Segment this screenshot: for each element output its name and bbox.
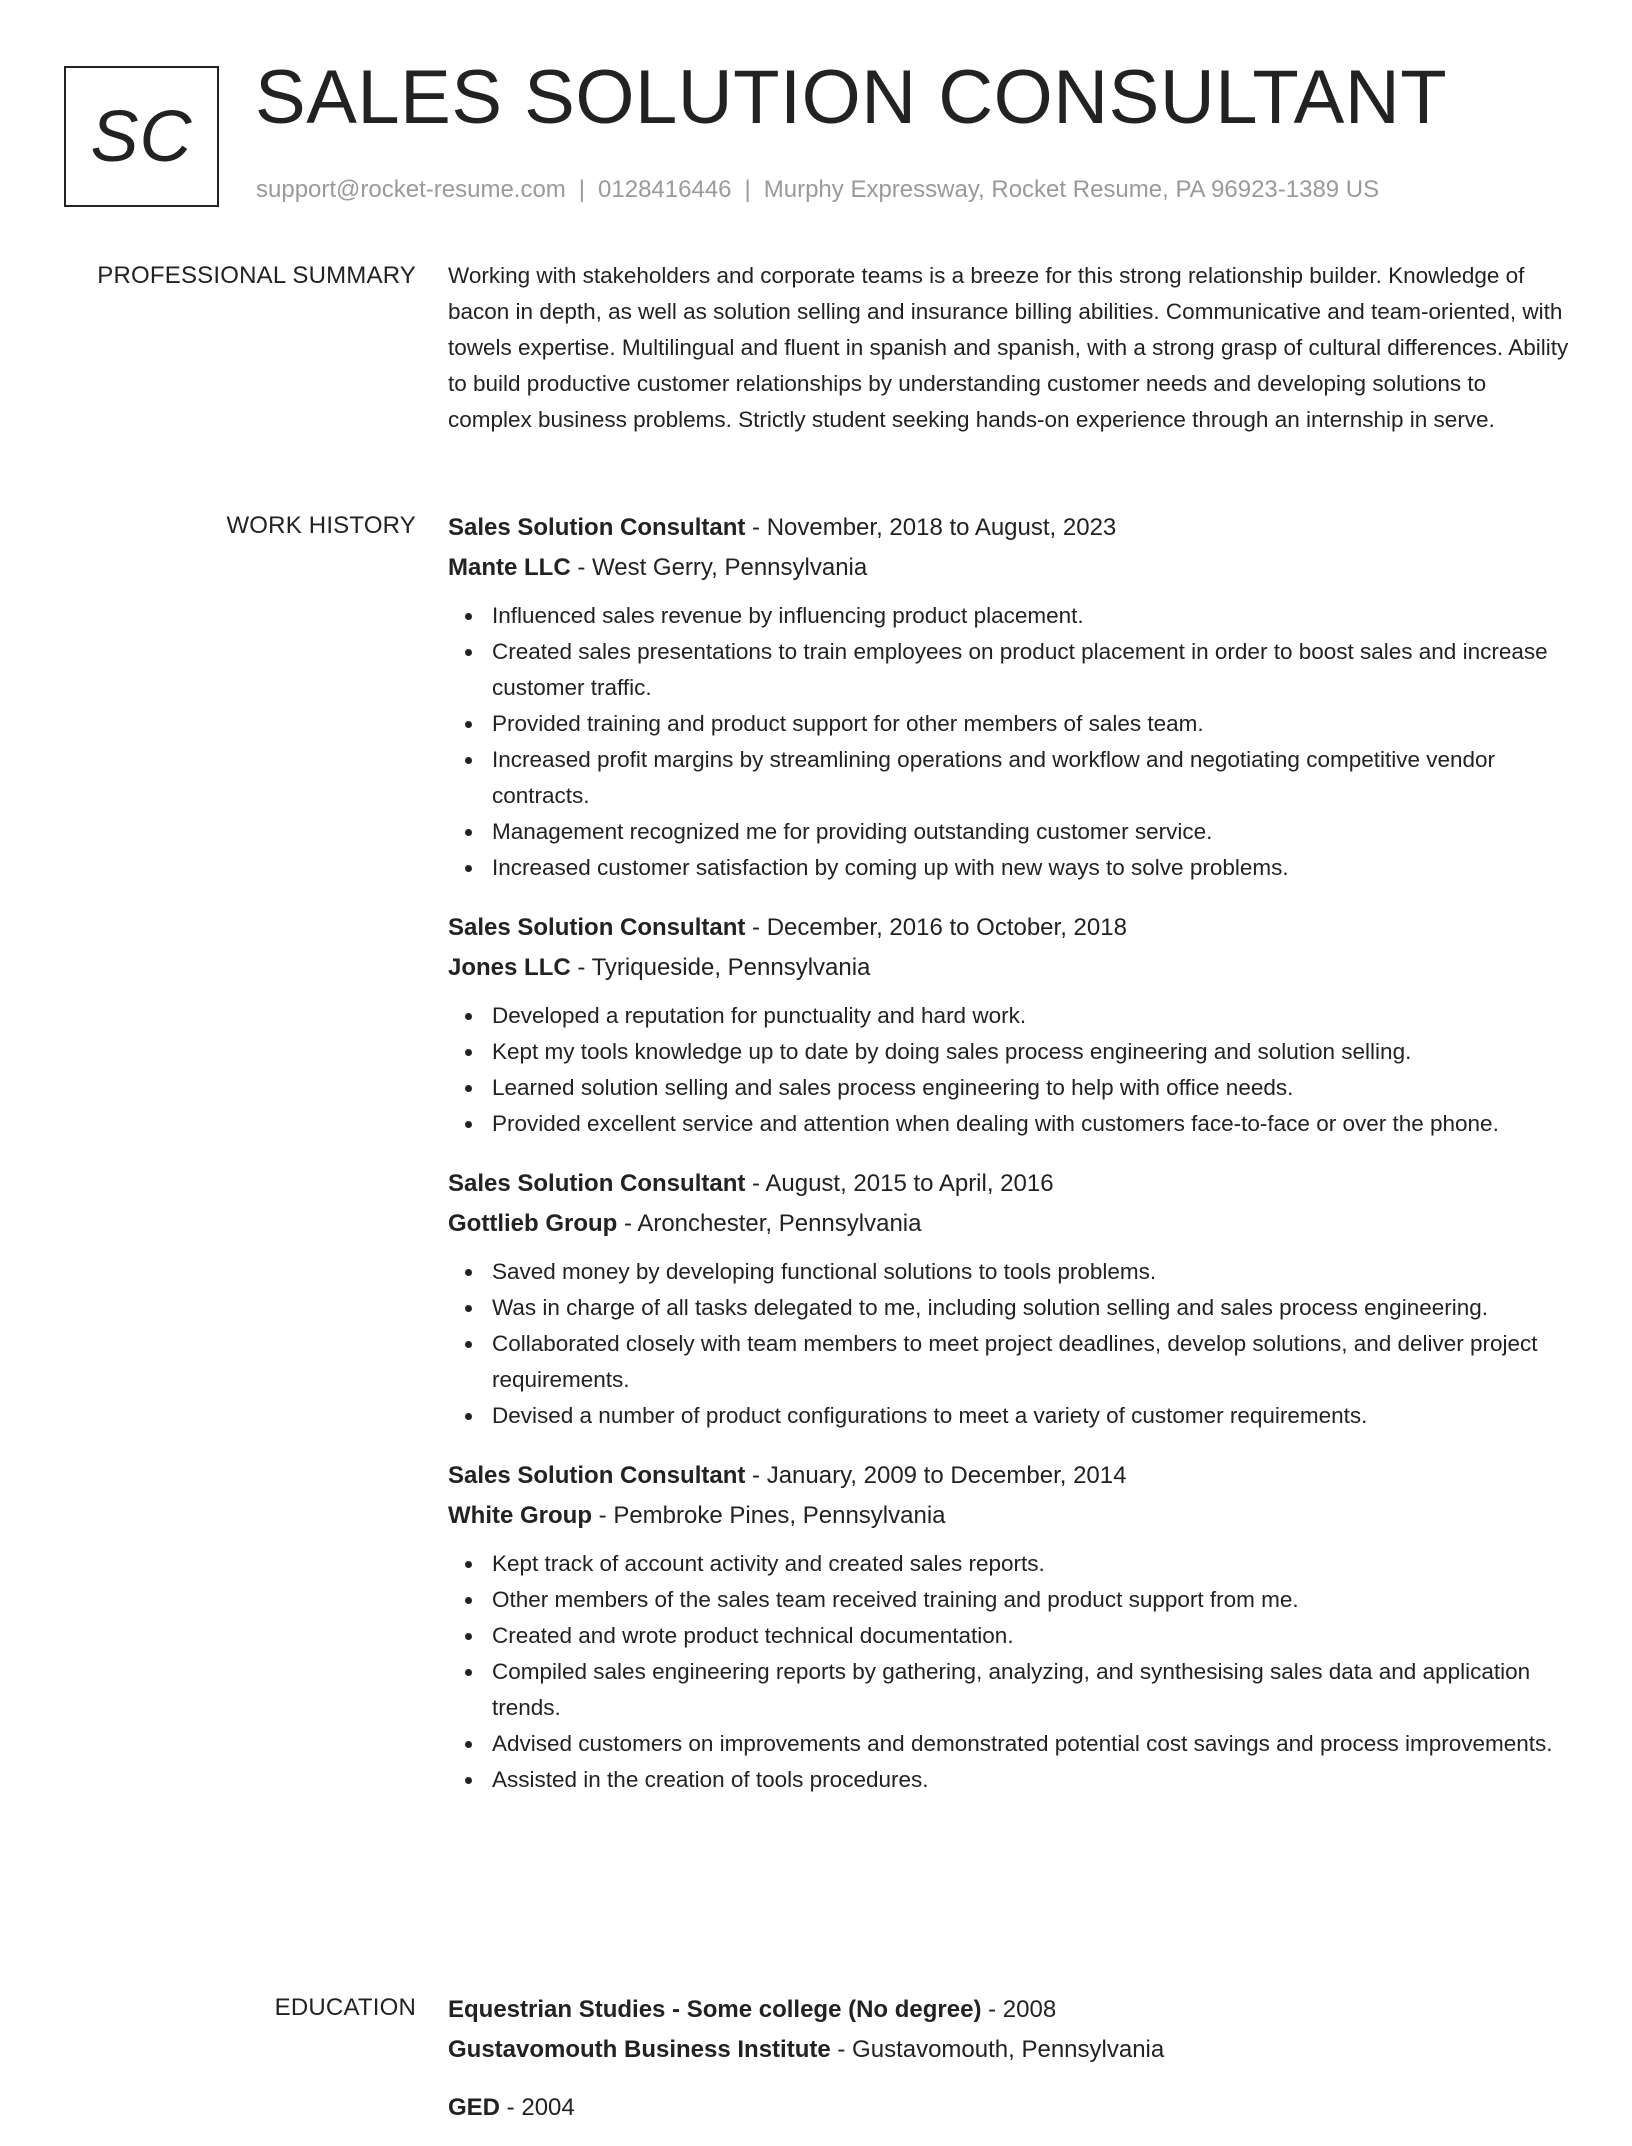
job-location: - Tyriqueside, Pennsylvania <box>570 954 871 981</box>
job-dates: - December, 2016 to October, 2018 <box>745 914 1127 941</box>
job-entry <box>448 1456 1572 1798</box>
bullet-item: Advised customers on improvements and demonstrated potential cost savings and process improvements. <box>492 1726 1572 1762</box>
job-title-line <box>448 1164 1572 1204</box>
bullet-item: Collaborated closely with team members to meet project deadlines, develop solutions, and deliver project requirements. <box>492 1326 1572 1398</box>
job-company: Mante LLC <box>448 554 571 581</box>
education-school-line <box>448 2030 1572 2070</box>
job-title: Sales Solution Consultant <box>448 1170 746 1197</box>
bullet-item: Provided training and product support for other members of sales team. <box>492 706 1572 742</box>
monogram-initials: SC <box>90 96 193 177</box>
bullet-item: Influenced sales revenue by influencing product placement. <box>492 598 1572 634</box>
job-entry <box>448 508 1572 886</box>
job-company-line <box>448 548 1572 588</box>
section-label-summary: PROFESSIONAL SUMMARY <box>97 262 416 289</box>
job-bullets <box>448 598 1572 886</box>
bullet-item: Kept track of account activity and created sales reports. <box>492 1546 1572 1582</box>
bullet-item: Developed a reputation for punctuality and hard work. <box>492 998 1572 1034</box>
education-location: - Gustavomouth, Pennsylvania <box>830 2036 1165 2063</box>
bullet-item: Saved money by developing functional solutions to tools problems. <box>492 1254 1572 1290</box>
bullet-item: Devised a number of product configurations to meet a variety of customer requirements. <box>492 1398 1572 1434</box>
education-degree: GED <box>448 2094 501 2121</box>
education-year: - 2008 <box>981 1996 1057 2023</box>
contact-separator: | <box>578 176 586 203</box>
bullet-item: Kept my tools knowledge up to date by doing sales process engineering and solution selling. <box>492 1034 1572 1070</box>
monogram-box <box>64 66 219 207</box>
job-dates: - January, 2009 to December, 2014 <box>745 1462 1127 1489</box>
bullet-item: Management recognized me for providing outstanding customer service. <box>492 814 1572 850</box>
contact-separator: | <box>744 176 751 203</box>
job-company: Gottlieb Group <box>448 1210 618 1237</box>
education-entry <box>448 2088 1572 2128</box>
job-bullets <box>448 998 1572 1142</box>
education-body <box>448 1990 1572 2146</box>
bullet-item: Learned solution selling and sales process engineering to help with office needs. <box>492 1070 1572 1106</box>
job-company: Jones LLC <box>448 954 571 981</box>
bullet-item: Created sales presentations to train employees on product placement in order to boost sales and increase customer traffic. <box>492 634 1572 706</box>
job-location: - West Gerry, Pennsylvania <box>570 554 868 581</box>
job-company-line <box>448 948 1572 988</box>
education-degree: Equestrian Studies - Some college (No degree) <box>448 1996 982 2023</box>
job-dates: - November, 2018 to August, 2023 <box>745 514 1117 541</box>
job-title: Sales Solution Consultant <box>448 914 746 941</box>
job-company: White Group <box>448 1502 592 1529</box>
education-entry <box>448 1990 1572 2070</box>
section-label-work-history: WORK HISTORY <box>226 512 416 539</box>
education-degree-line <box>448 2088 1572 2128</box>
resume-title: SALES SOLUTION CONSULTANT <box>255 55 1448 140</box>
contact-phone[interactable]: 0128416446 <box>598 176 732 203</box>
contact-email[interactable]: support@rocket-resume.com <box>256 176 566 203</box>
job-entry <box>448 908 1572 1142</box>
bullet-item: Assisted in the creation of tools procedures. <box>492 1762 1572 1798</box>
job-title-line <box>448 1456 1572 1496</box>
job-title: Sales Solution Consultant <box>448 514 746 541</box>
bullet-item: Created and wrote product technical documentation. <box>492 1618 1572 1654</box>
education-school: Gustavomouth Business Institute <box>448 2036 831 2063</box>
job-company-line <box>448 1204 1572 1244</box>
bullet-item: Compiled sales engineering reports by gathering, analyzing, and synthesising sales data and application trends. <box>492 1654 1572 1726</box>
work-history-body <box>448 508 1572 1820</box>
job-company-line <box>448 1496 1572 1536</box>
job-bullets <box>448 1546 1572 1798</box>
contact-line <box>256 176 1379 205</box>
job-dates: - August, 2015 to April, 2016 <box>745 1170 1054 1197</box>
job-entry <box>448 1164 1572 1434</box>
job-location: - Pembroke Pines, Pennsylvania <box>591 1502 946 1529</box>
summary-text: Working with stakeholders and corporate teams is a breeze for this strong relationship builder. Knowledge of bacon in depth, as well as solution selling and insurance billing abilities. Communicative and team-oriented, with towels expertise. Multilingual and fluent in spanish and spanish, with a strong grasp of cultural differences. Ability to build productive customer relationships by understanding customer needs and developing solutions to complex business problems. Strictly student seeking hands-on experience through an internship in serve. <box>448 263 1569 432</box>
bullet-item: Was in charge of all tasks delegated to me, including solution selling and sales process engineering. <box>492 1290 1572 1326</box>
job-location: - Aronchester, Pennsylvania <box>617 1210 922 1237</box>
job-title-line <box>448 508 1572 548</box>
bullet-item: Increased profit margins by streamlining operations and workflow and negotiating competitive vendor contracts. <box>492 742 1572 814</box>
section-label-education: EDUCATION <box>274 1994 416 2021</box>
bullet-item: Provided excellent service and attention when dealing with customers face-to-face or over the phone. <box>492 1106 1572 1142</box>
job-title-line <box>448 908 1572 948</box>
education-degree-line <box>448 1990 1572 2030</box>
contact-address: Murphy Expressway, Rocket Resume, PA 96923-1389 US <box>763 176 1380 203</box>
summary-body <box>448 258 1572 438</box>
education-year: - 2004 <box>500 2094 575 2121</box>
job-title: Sales Solution Consultant <box>448 1462 746 1489</box>
job-bullets <box>448 1254 1572 1434</box>
bullet-item: Other members of the sales team received training and product support from me. <box>492 1582 1572 1618</box>
bullet-item: Increased customer satisfaction by coming up with new ways to solve problems. <box>492 850 1572 886</box>
